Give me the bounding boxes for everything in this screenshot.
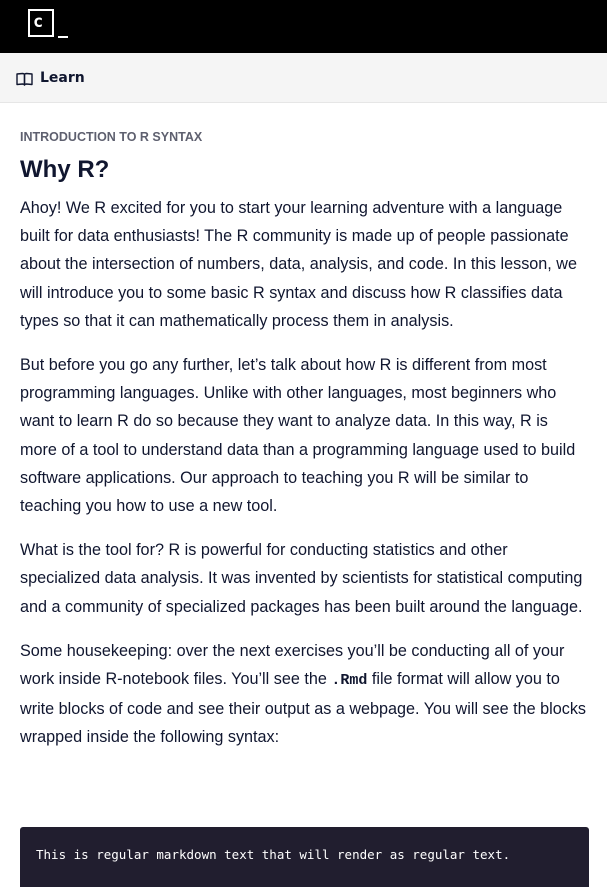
housekeeping-text-end: file format will allow you to write blocks of code and see their output as a webpage. You will see the blocks wrapped inside the following syntax: — [20, 670, 587, 747]
logo-letter: c — [33, 12, 44, 32]
book-open-icon — [16, 71, 33, 85]
paragraph-housekeeping — [20, 637, 587, 752]
code-block — [20, 827, 589, 887]
lesson-content — [0, 129, 607, 752]
learn-tab-label: Learn — [40, 69, 85, 86]
paragraph-intro: Ahoy! We R excited for you to start your learning adventure with a language built for data enthusiasts! The R community is made up of people passionate about the intersection of numbers, data, analysis, and code. In this lesson, we will introduce you to some basic R syntax and discuss how R classifies data types so that it can mathematically process them in analysis. — [20, 199, 577, 330]
learn-tab-bar[interactable] — [0, 53, 607, 103]
rmd-file-format: .Rmd — [331, 672, 368, 690]
codecademy-logo[interactable] — [28, 9, 70, 41]
logo-underscore — [58, 36, 68, 38]
code-line: This is regular markdown text that will render as regular text. — [36, 847, 511, 862]
top-navigation-bar — [0, 0, 607, 53]
lesson-eyebrow: INTRODUCTION TO R SYNTAX — [20, 130, 203, 144]
paragraph-difference: But before you go any further, let’s talk about how R is different from most programming languages. Unlike with other languages, most beginners who want to learn R do so because they want to analyze data. In this way, R is more of a tool to understand data than a programming language used to build software applications. Our approach to teaching you R will be similar to teaching you how to use a new tool. — [20, 356, 576, 516]
lesson-title: Why R? — [20, 156, 110, 183]
housekeeping-text-start: Some housekeeping: over the next exercises you’ll be conducting all of your work inside R-notebook files. You’ll see the — [20, 641, 565, 689]
paragraph-purpose: What is the tool for? R is powerful for conducting statistics and other specialized data analysis. It was invented by scientists for statistical computing and a community of specialized packages has been built around the language. — [20, 541, 583, 616]
